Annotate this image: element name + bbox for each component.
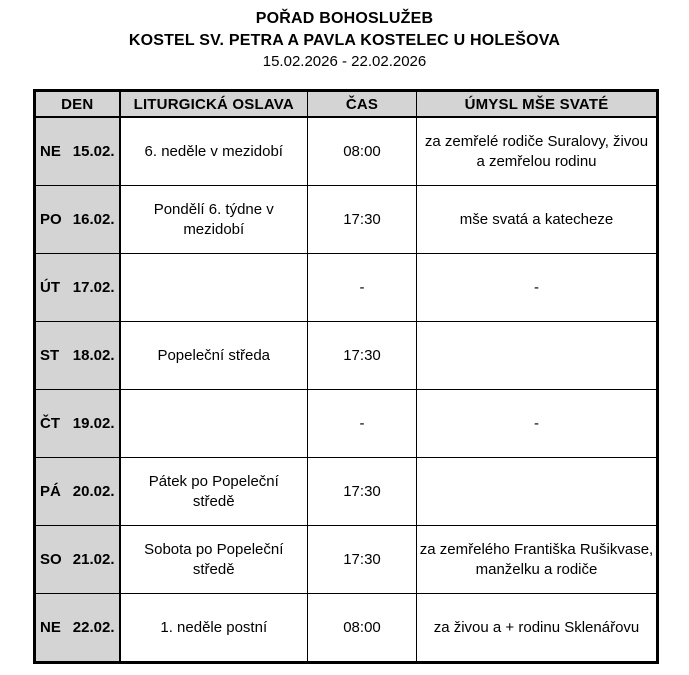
celebration-cell: Pátek po Popeleční středě bbox=[120, 458, 308, 526]
celebration-cell: Popeleční středa bbox=[120, 322, 308, 390]
time-cell: 17:30 bbox=[308, 526, 417, 594]
day-cell bbox=[35, 526, 120, 594]
day-cell bbox=[35, 458, 120, 526]
intention-cell: - bbox=[417, 254, 658, 322]
celebration-cell: 6. neděle v mezidobí bbox=[120, 117, 308, 186]
schedule-table bbox=[33, 89, 659, 664]
day-cell bbox=[35, 254, 120, 322]
day-wrap bbox=[36, 482, 119, 502]
day-abbreviation: ST bbox=[40, 346, 60, 364]
date-range: 15.02.2026 - 22.02.2026 bbox=[262, 53, 427, 70]
table-row bbox=[35, 594, 658, 663]
day-cell bbox=[35, 594, 120, 663]
day-cell bbox=[35, 117, 120, 186]
time-cell: 17:30 bbox=[308, 322, 417, 390]
time-cell: - bbox=[308, 390, 417, 458]
day-cell bbox=[35, 390, 120, 458]
day-wrap bbox=[36, 346, 119, 366]
column-header-den: DEN bbox=[35, 91, 120, 118]
day-cell bbox=[35, 322, 120, 390]
intention-cell: za zemřelého Františka Rušikvase, manželku a rodiče bbox=[417, 526, 658, 594]
day-abbreviation: PÁ bbox=[40, 482, 61, 500]
day-abbreviation: ČT bbox=[40, 414, 60, 432]
day-cell bbox=[35, 186, 120, 254]
celebration-cell: Sobota po Popeleční středě bbox=[120, 526, 308, 594]
day-date: 18.02. bbox=[72, 346, 115, 364]
intention-cell: mše svatá a katecheze bbox=[417, 186, 658, 254]
page-subtitle: KOSTEL SV. PETRA A PAVLA KOSTELEC U HOLEŠOVA bbox=[128, 32, 561, 49]
day-abbreviation: PO bbox=[40, 210, 62, 228]
time-cell: 17:30 bbox=[308, 186, 417, 254]
celebration-cell: Pondělí 6. týdne v mezidobí bbox=[120, 186, 308, 254]
intention-cell bbox=[417, 458, 658, 526]
intention-cell: za zemřelé rodiče Suralovy, živou a zemřelou rodinu bbox=[417, 117, 658, 186]
day-wrap bbox=[36, 550, 119, 570]
table-header-row bbox=[35, 91, 658, 118]
table-row bbox=[35, 186, 658, 254]
day-date: 20.02. bbox=[72, 482, 115, 500]
day-wrap bbox=[36, 142, 119, 162]
schedule-table-head bbox=[35, 91, 658, 118]
column-header-cas: ČAS bbox=[308, 91, 417, 118]
table-row bbox=[35, 322, 658, 390]
table-row bbox=[35, 526, 658, 594]
table-row bbox=[35, 254, 658, 322]
page-title: POŘAD BOHOSLUŽEB bbox=[255, 10, 434, 27]
day-date: 19.02. bbox=[72, 414, 115, 432]
day-date: 22.02. bbox=[72, 618, 115, 636]
intention-cell bbox=[417, 322, 658, 390]
day-abbreviation: NE bbox=[40, 618, 61, 636]
day-wrap bbox=[36, 278, 119, 298]
time-cell: 08:00 bbox=[308, 594, 417, 663]
day-wrap bbox=[36, 618, 119, 638]
intention-cell: za živou a + rodinu Sklenářovu bbox=[417, 594, 658, 663]
day-date: 21.02. bbox=[72, 550, 115, 568]
time-cell: - bbox=[308, 254, 417, 322]
celebration-cell: 1. neděle postní bbox=[120, 594, 308, 663]
day-wrap bbox=[36, 414, 119, 434]
table-row bbox=[35, 458, 658, 526]
table-row bbox=[35, 390, 658, 458]
column-header-liturgicka-oslava: LITURGICKÁ OSLAVA bbox=[120, 91, 308, 118]
time-cell: 08:00 bbox=[308, 117, 417, 186]
intention-cell: - bbox=[417, 390, 658, 458]
document-header bbox=[0, 0, 689, 72]
celebration-cell bbox=[120, 254, 308, 322]
day-abbreviation: NE bbox=[40, 142, 61, 160]
day-date: 17.02. bbox=[72, 278, 115, 296]
column-header-umysl-mse-svate: ÚMYSL MŠE SVATÉ bbox=[417, 91, 658, 118]
day-abbreviation: SO bbox=[40, 550, 62, 568]
time-cell: 17:30 bbox=[308, 458, 417, 526]
table-row bbox=[35, 117, 658, 186]
day-wrap bbox=[36, 210, 119, 230]
schedule-table-body bbox=[35, 117, 658, 663]
day-abbreviation: ÚT bbox=[40, 278, 60, 296]
day-date: 16.02. bbox=[72, 210, 115, 228]
celebration-cell bbox=[120, 390, 308, 458]
day-date: 15.02. bbox=[72, 142, 115, 160]
